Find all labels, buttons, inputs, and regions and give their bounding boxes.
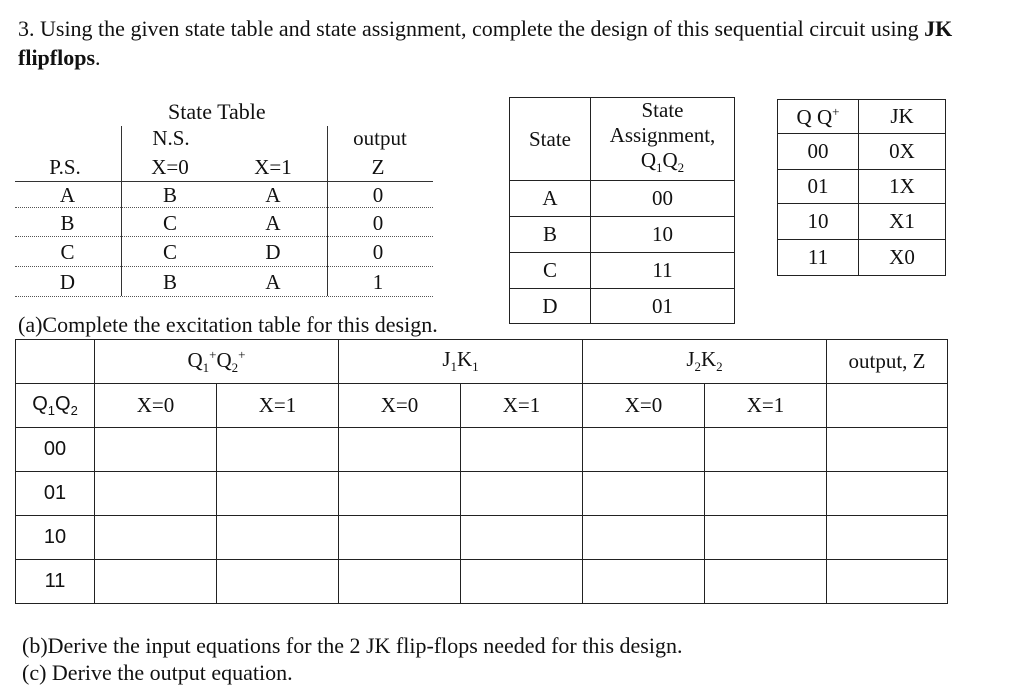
excite-cell (583, 472, 705, 516)
excite-row-00: 00 (16, 428, 95, 472)
x0-header: X=0 (151, 155, 189, 179)
ns-label: N.S. (152, 126, 190, 150)
excite-j1k1-x0-header: X=0 (339, 384, 461, 428)
excite-header-j2k2: $J_2K_2$ (583, 340, 827, 384)
excite-ns-x1-header: X=1 (217, 384, 339, 428)
excite-cell (583, 428, 705, 472)
assign-r1-state: B (510, 217, 591, 253)
assign-header-line2: Assignment, (609, 123, 716, 147)
assign-header-assignment (591, 98, 735, 181)
assign-r2-code: 11 (591, 253, 735, 289)
excite-cell (827, 560, 948, 604)
assign-r2-state: C (510, 253, 591, 289)
excite-cell (705, 428, 827, 472)
excite-header-j1k1: $J_1K_1$ (339, 340, 583, 384)
jk-header-qq: Q Q+ (778, 100, 859, 134)
excite-cell (461, 472, 583, 516)
excite-cell (705, 472, 827, 516)
excite-cell (95, 472, 217, 516)
st-r1-x1: A (265, 211, 281, 235)
jk-r1-qq: 01 (778, 170, 859, 204)
st-r3-ps: D (59, 270, 76, 294)
assign-r3-code: 01 (591, 289, 735, 324)
st-r1-ps: B (60, 211, 75, 235)
st-r2-x0: C (162, 240, 177, 264)
st-r2-ps: C (60, 240, 75, 264)
assign-r0-state: A (510, 181, 591, 217)
jk-r2-qq: 10 (778, 204, 859, 240)
st-r3-x0: B (162, 270, 177, 294)
output-label: output (353, 126, 407, 150)
excitation-table (15, 339, 948, 604)
assign-r0-code: 00 (591, 181, 735, 217)
excite-cell (705, 560, 827, 604)
excite-cell (583, 560, 705, 604)
assign-r1-code: 10 (591, 217, 735, 253)
excite-cell (217, 472, 339, 516)
jk-r3-jk: X0 (859, 240, 946, 276)
output-column-rule (327, 126, 328, 296)
excite-cell (827, 516, 948, 560)
excite-cell (339, 428, 461, 472)
state-table-bottom-rule (15, 296, 433, 297)
excite-row-10: 10 (16, 516, 95, 560)
assign-header-line1: State (641, 98, 684, 122)
excite-cell (95, 428, 217, 472)
jk-header-jk: JK (859, 100, 946, 134)
x1-header: X=1 (254, 155, 292, 179)
excite-row-01: 01 (16, 472, 95, 516)
excite-cell (217, 428, 339, 472)
excite-cell (339, 560, 461, 604)
excite-row-header-q1q2: $Q_1Q_2$ (16, 384, 95, 428)
excite-corner-cell (16, 340, 95, 384)
excite-cell (461, 516, 583, 560)
assign-header-state: State (510, 98, 591, 181)
st-r1-z: 0 (372, 211, 384, 235)
st-r0-x1: A (265, 183, 281, 207)
excite-header-next-state: $Q_1^+Q_2^+$ (95, 340, 339, 384)
ps-header: P.S. (49, 155, 81, 179)
excite-j2k2-x1-header: X=1 (705, 384, 827, 428)
state-table-title: State Table (168, 99, 266, 124)
excite-cell (217, 560, 339, 604)
excite-cell (705, 516, 827, 560)
st-r0-x0: B (162, 183, 177, 207)
excite-cell (95, 560, 217, 604)
excite-j1k1-x1-header: X=1 (461, 384, 583, 428)
excite-cell (339, 472, 461, 516)
question-body: Using the given state table and state assignment, complete the design of this sequential circuit using (40, 16, 925, 41)
excite-cell (339, 516, 461, 560)
part-a-instruction: (a)Complete the excitation table for this design. (18, 312, 438, 337)
st-r3-x1: A (265, 270, 281, 294)
z-header: Z (371, 155, 385, 179)
excite-cell (583, 516, 705, 560)
jk-r3-qq: 11 (778, 240, 859, 276)
st-r2-x1: D (265, 240, 281, 264)
state-assignment-table (509, 97, 735, 324)
part-c-instruction: (c) Derive the output equation. (22, 660, 293, 685)
excite-cell (827, 472, 948, 516)
jk-r0-qq: 00 (778, 134, 859, 170)
assign-r3-state: D (510, 289, 591, 324)
excite-header-output: output, Z (827, 340, 948, 384)
excite-ns-x0-header: X=0 (95, 384, 217, 428)
st-r0-ps: A (59, 183, 76, 207)
excite-output-blank-header (827, 384, 948, 428)
jk-excitation-reference-table (777, 99, 946, 276)
st-r3-z: 1 (372, 270, 384, 294)
excite-row-11: 11 (16, 560, 95, 604)
state-table-header-rule (15, 181, 433, 182)
row-divider (15, 236, 433, 237)
question-number: 3. (18, 16, 35, 41)
excite-cell (461, 560, 583, 604)
excite-cell (827, 428, 948, 472)
question-bold-term: JK flipflops (18, 16, 953, 70)
row-divider (15, 266, 433, 267)
question-end: . (95, 45, 101, 70)
ps-column-rule (121, 126, 122, 296)
st-r0-z: 0 (372, 183, 384, 207)
excite-cell (217, 516, 339, 560)
st-r2-z: 0 (372, 240, 384, 264)
jk-r1-jk: 1X (859, 170, 946, 204)
excite-cell (95, 516, 217, 560)
excite-j2k2-x0-header: X=0 (583, 384, 705, 428)
st-r1-x0: C (162, 211, 177, 235)
question-text (18, 14, 1008, 72)
excite-cell (461, 428, 583, 472)
part-b-instruction: (b)Derive the input equations for the 2 JK flip-flops needed for this design. (22, 633, 683, 658)
jk-r0-jk: 0X (859, 134, 946, 170)
jk-r2-jk: X1 (859, 204, 946, 240)
assign-header-q1q2: $Q_1Q_2$ (640, 148, 685, 176)
